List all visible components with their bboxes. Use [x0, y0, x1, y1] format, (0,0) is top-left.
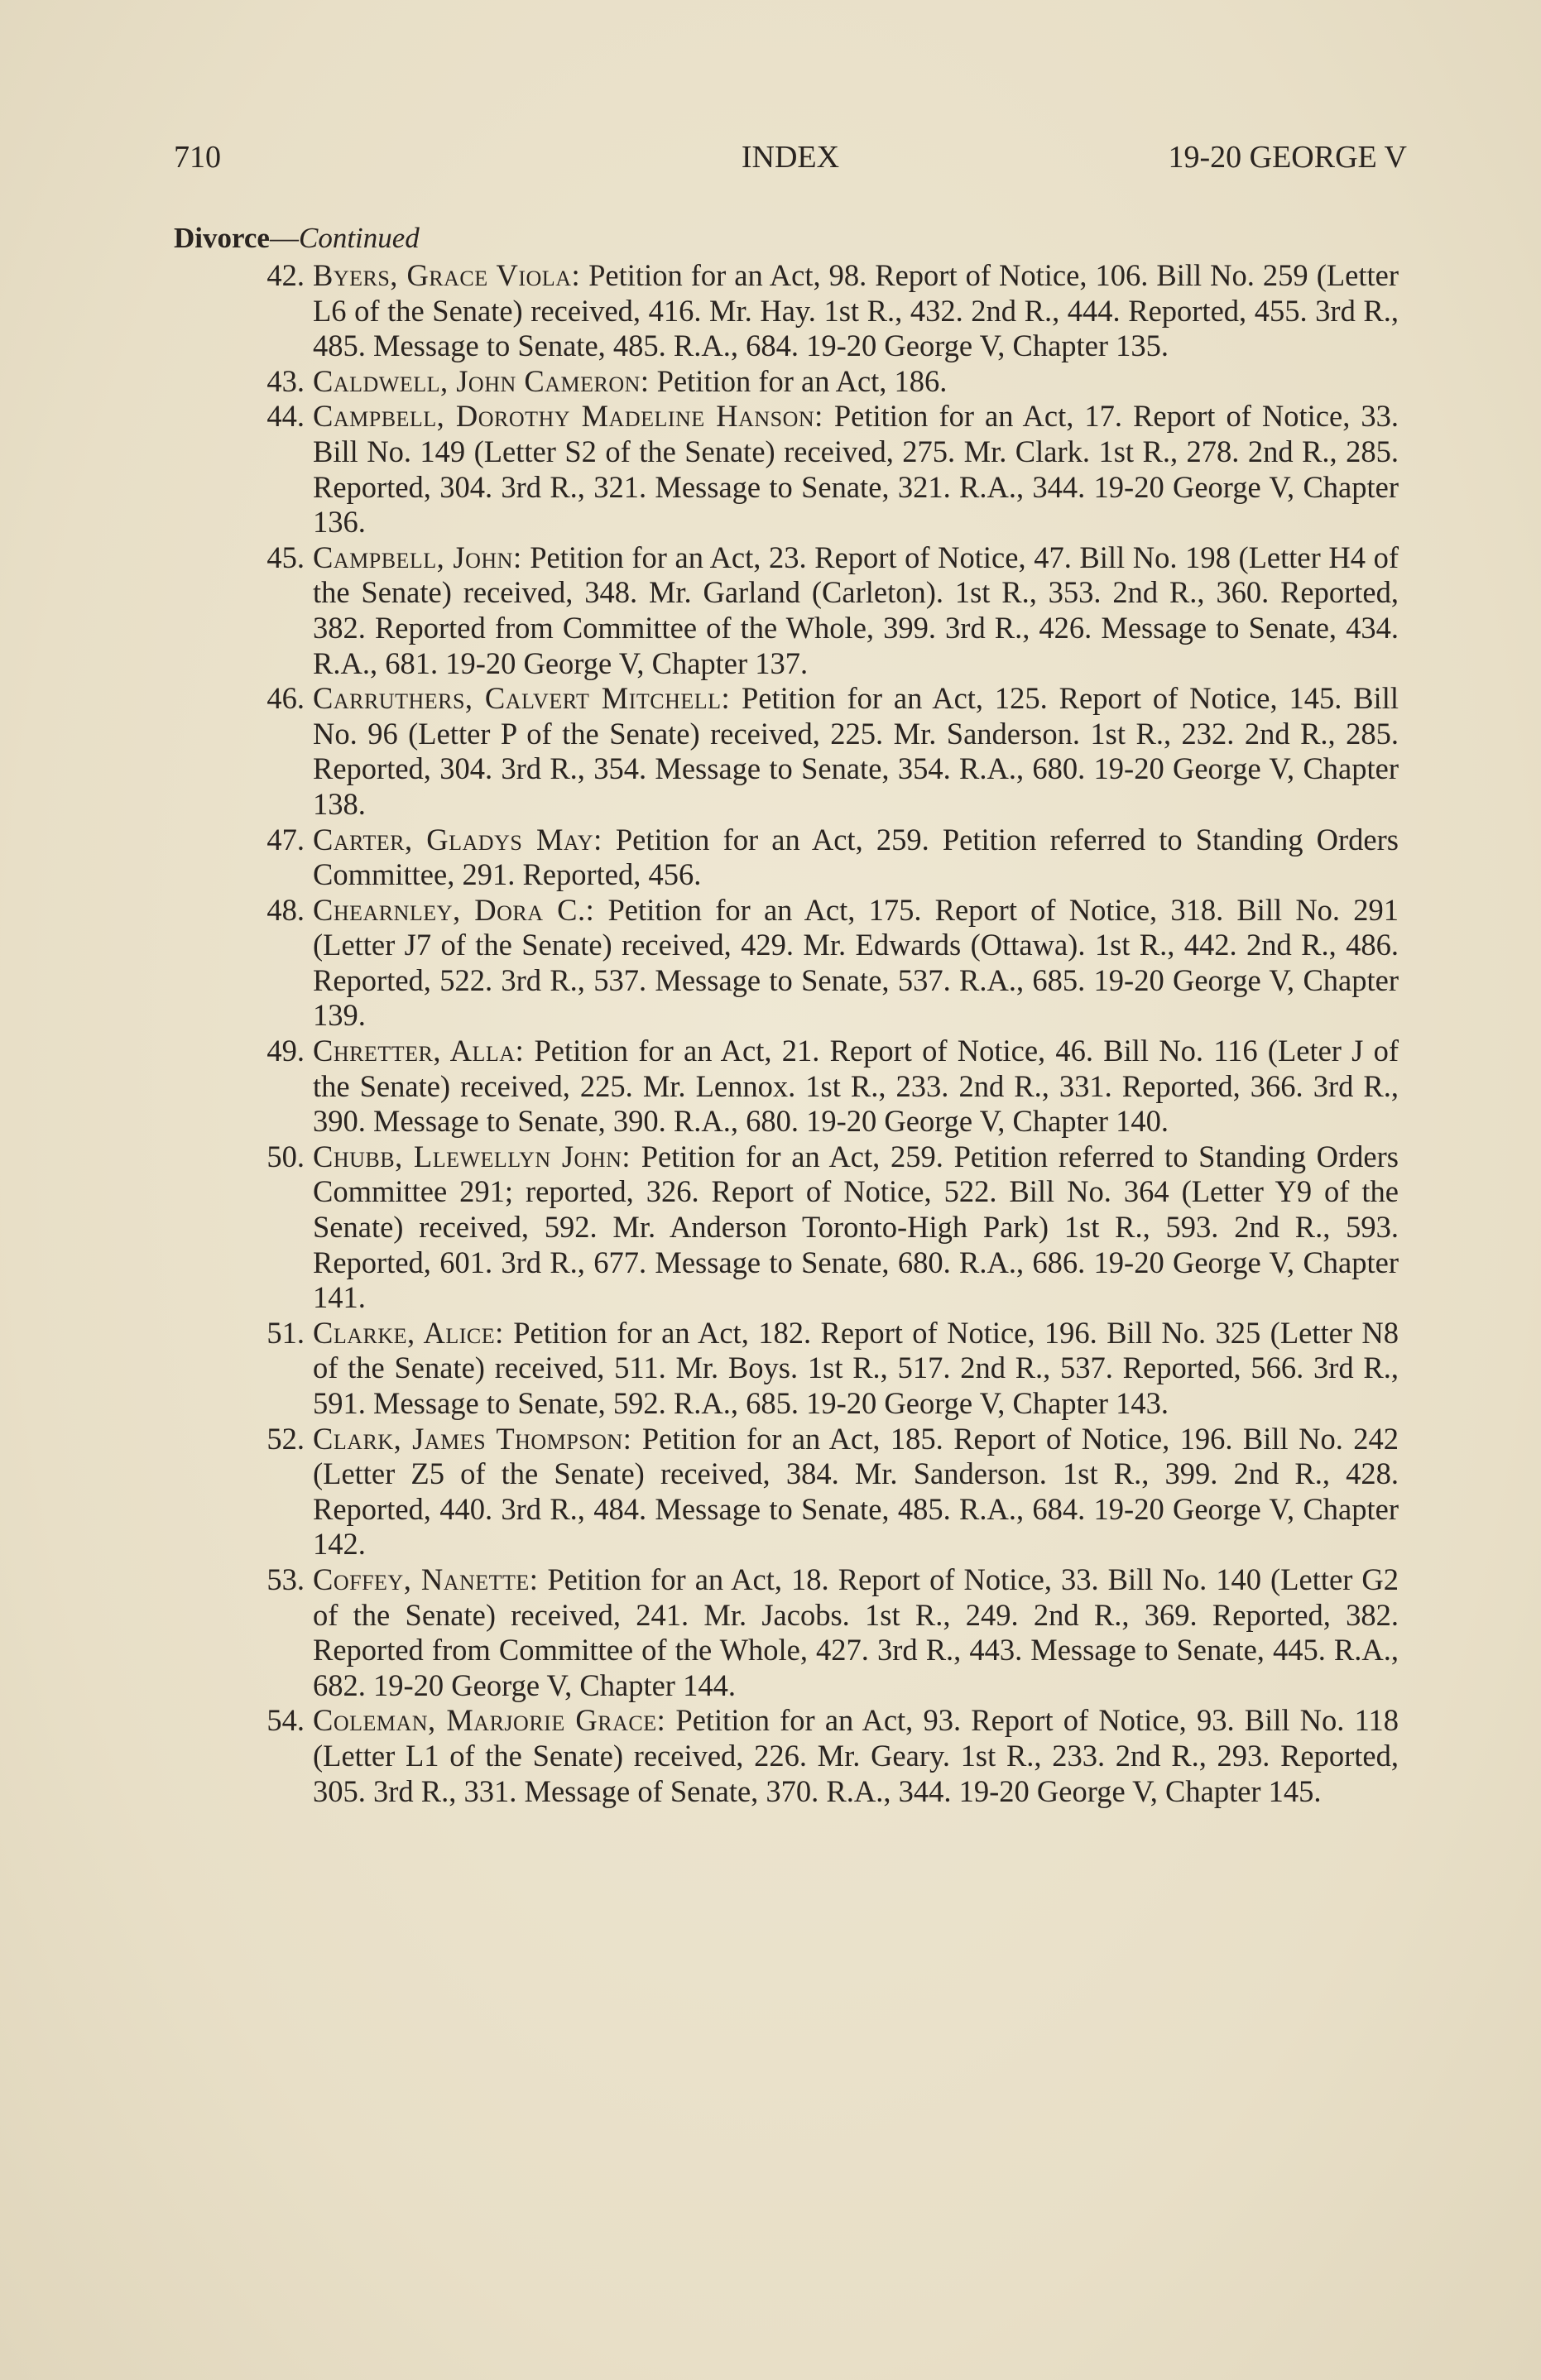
- index-entry: [266, 1703, 1399, 1809]
- section-heading: [174, 222, 420, 255]
- entry-number: 52.: [266, 1421, 305, 1456]
- entry-number: 51.: [266, 1315, 305, 1350]
- entry-text: Petition for an Act, 21. Report of Notice, 46. Bill No. 116 (Leter J of the Senate) received, 225. Mr. Lennox. 1st R., 233. 2nd R., 331. Reported, 366. 3rd R., 390. Message to Senate, 390. R.A., 680. 19-20 George V, Chapter 140.: [313, 1034, 1399, 1139]
- entry-text: Petition for an Act, 259. Petition referred to Standing Orders Committee 291; reported, 326. Report of Notice, 522. Bill No. 364 (Letter Y9 of the Senate) received, 592. Mr. Anderson Toronto-High Park) 1st R., 593. 2nd R., 593. Reported, 601. 3rd R., 677. Message to Senate, 680. R.A., 686. 19-20 George V, Chapter 141.: [313, 1139, 1399, 1315]
- entry-name: Byers, Grace Viola:: [313, 258, 581, 292]
- index-entry: [266, 399, 1399, 540]
- index-entry: [266, 258, 1399, 364]
- entry-text: Petition for an Act, 186.: [649, 363, 948, 398]
- entry-text: Petition for an Act, 23. Report of Notice, 47. Bill No. 198 (Letter H4 of the Senate) received, 348. Mr. Garland (Carleton). 1st R., 353. 2nd R., 360. Reported, 382. Reported from Committee of the Whole, 399. 3rd R., 426. Message to Senate, 434. R.A., 681. 19-20 George V, Chapter 137.: [313, 540, 1399, 680]
- entry-name: Campbell, Dorothy Madeline Hanson:: [313, 399, 823, 434]
- index-entry: [266, 892, 1399, 1034]
- entry-text: Petition for an Act, 259. Petition referred to Standing Orders Committee, 291. Reported, 456.: [313, 822, 1399, 892]
- entry-number: 48.: [266, 892, 305, 927]
- entry-text: Petition for an Act, 185. Report of Notice, 196. Bill No. 242 (Letter Z5 of the Senate) received, 384. Mr. Sanderson. 1st R., 399. 2nd R., 428. Reported, 440. 3rd R., 484. Message to Senate, 485. R.A., 684. 19-20 George V, Chapter 142.: [313, 1421, 1399, 1562]
- index-entry: [266, 540, 1399, 681]
- entry-number: 46.: [266, 681, 305, 716]
- page-number: 710: [174, 140, 221, 175]
- entry-number: 42.: [266, 258, 305, 292]
- entry-text: Petition for an Act, 182. Report of Notice, 196. Bill No. 325 (Letter N8 of the Senate) received, 511. Mr. Boys. 1st R., 517. 2nd R., 537. Reported, 566. 3rd R., 591. Message to Senate, 592. R.A., 685. 19-20 George V, Chapter 143.: [313, 1315, 1399, 1420]
- entry-text: Petition for an Act, 93. Report of Notice, 93. Bill No. 118 (Letter L1 of the Senate) received, 226. Mr. Geary. 1st R., 233. 2nd R., 293. Reported, 305. 3rd R., 331. Message of Senate, 370. R.A., 344. 19-20 George V, Chapter 145.: [313, 1703, 1399, 1808]
- entry-number: 43.: [266, 363, 305, 398]
- entry-number: 47.: [266, 822, 305, 857]
- section-continued: Continued: [298, 222, 420, 254]
- entry-name: Caldwell, John Cameron:: [313, 363, 650, 398]
- entry-name: Carter, Gladys May:: [313, 822, 602, 857]
- entry-name: Carruthers, Calvert Mitchell:: [313, 681, 731, 716]
- entry-name: Clark, James Thompson:: [313, 1421, 632, 1456]
- index-entry: [266, 1034, 1399, 1140]
- entry-number: 53.: [266, 1562, 305, 1596]
- entry-name: Coleman, Marjorie Grace:: [313, 1703, 666, 1738]
- entry-text: Petition for an Act, 175. Report of Notice, 318. Bill No. 291 (Letter J7 of the Senate) received, 429. Mr. Edwards (Ottawa). 1st R., 442. 2nd R., 486. Reported, 522. 3rd R., 537. Message to Senate, 537. R.A., 685. 19-20 George V, Chapter 139.: [313, 892, 1399, 1033]
- entry-name: Coffey, Nanette:: [313, 1562, 539, 1596]
- regnal-year: 19-20 GEORGE V: [1168, 140, 1407, 175]
- index-entry: [266, 363, 1399, 400]
- index-entry: [266, 681, 1399, 822]
- entry-text: Petition for an Act, 17. Report of Notice, 33. Bill No. 149 (Letter S2 of the Senate) received, 275. Mr. Clark. 1st R., 278. 2nd R., 285. Reported, 304. 3rd R., 321. Message to Senate, 321. R.A., 344. 19-20 George V, Chapter 136.: [313, 399, 1399, 540]
- entry-name: Clarke, Alice:: [313, 1315, 504, 1350]
- entry-number: 49.: [266, 1034, 305, 1068]
- index-entry: [266, 822, 1399, 893]
- entry-number: 44.: [266, 399, 305, 434]
- index-entries: [266, 258, 1399, 1809]
- index-entry: [266, 1139, 1399, 1316]
- entry-number: 50.: [266, 1139, 305, 1173]
- page-header: [174, 139, 1407, 179]
- entry-name: Chubb, Llewellyn John:: [313, 1139, 631, 1173]
- entry-text: Petition for an Act, 125. Report of Notice, 145. Bill No. 96 (Letter P of the Senate) received, 225. Mr. Sanderson. 1st R., 232. 2nd R., 285. Reported, 304. 3rd R., 354. Message to Senate, 354. R.A., 680. 19-20 George V, Chapter 138.: [313, 681, 1399, 821]
- entry-name: Chearnley, Dora C.:: [313, 892, 595, 927]
- entry-text: Petition for an Act, 98. Report of Notice, 106. Bill No. 259 (Letter L6 of the Senate) received, 416. Mr. Hay. 1st R., 432. 2nd R., 444. Reported, 455. 3rd R., 485. Message to Senate, 485. R.A., 684. 19-20 George V, Chapter 135.: [313, 258, 1399, 363]
- entry-text: Petition for an Act, 18. Report of Notice, 33. Bill No. 140 (Letter G2 of the Senate) received, 241. Mr. Jacobs. 1st R., 249. 2nd R., 369. Reported, 382. Reported from Committee of the Whole, 427. 3rd R., 443. Message to Senate, 445. R.A., 682. 19-20 George V, Chapter 144.: [313, 1562, 1399, 1702]
- index-entry: [266, 1315, 1399, 1422]
- section-separator: —: [269, 222, 299, 254]
- entry-number: 54.: [266, 1703, 305, 1738]
- index-entry: [266, 1562, 1399, 1703]
- entry-name: Campbell, John:: [313, 540, 522, 574]
- index-entry: [266, 1421, 1399, 1562]
- entry-number: 45.: [266, 540, 305, 574]
- running-title: INDEX: [741, 140, 840, 175]
- section-topic: Divorce: [174, 222, 270, 254]
- entry-name: Chretter, Alla:: [313, 1034, 525, 1068]
